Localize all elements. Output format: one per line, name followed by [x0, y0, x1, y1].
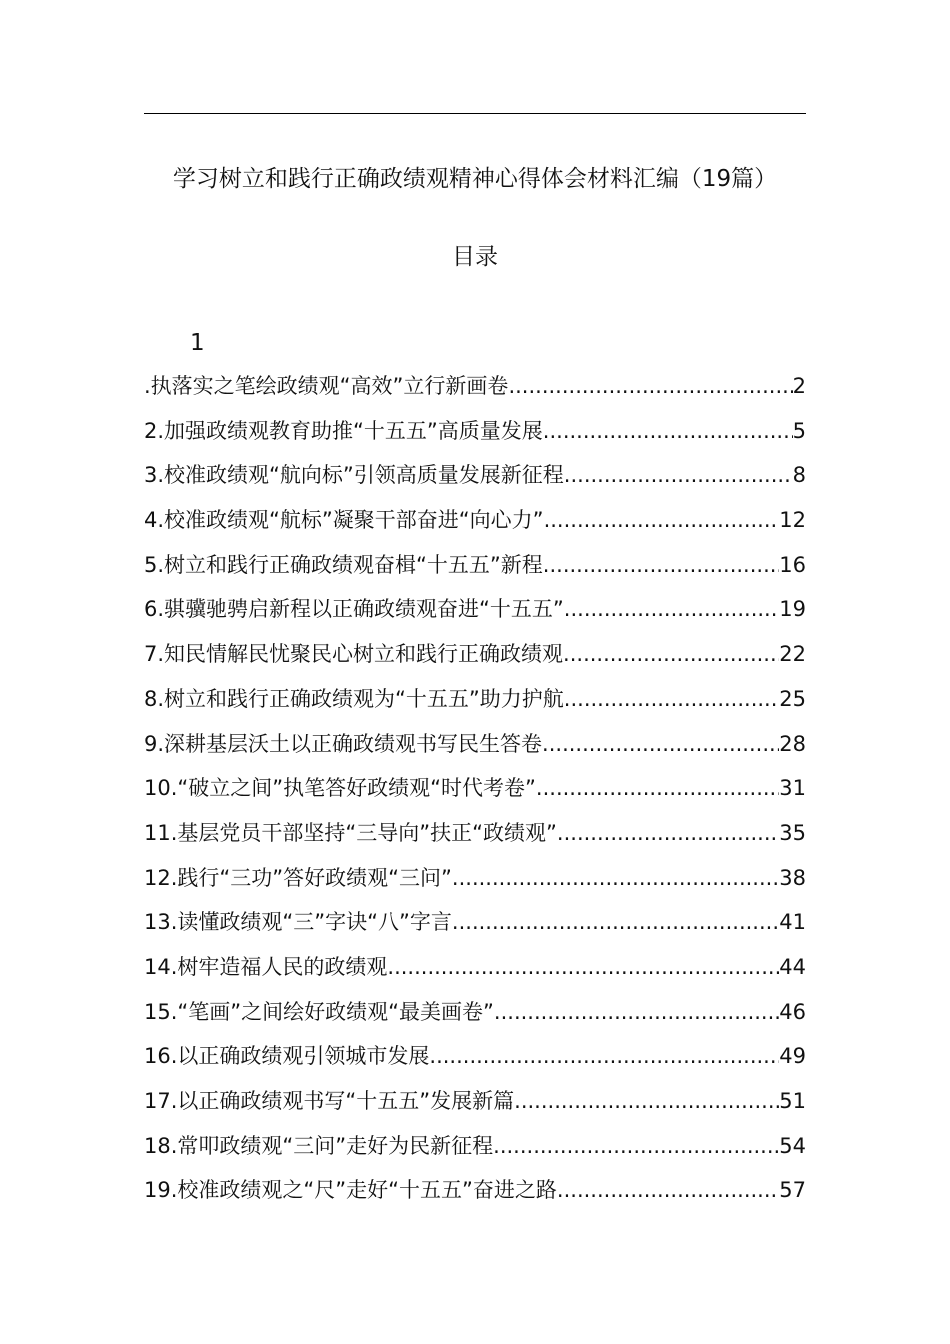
toc-entry-title: 12.践行“三功”答好政绩观“三问”	[144, 865, 452, 890]
toc-dot-leader	[493, 1128, 779, 1164]
toc-dot-leader	[542, 726, 779, 762]
toc-entry-title: 3.校准政绩观“航向标”引领高质量发展新征程	[144, 463, 564, 488]
toc-entry-9[interactable]	[144, 726, 806, 771]
toc-heading: 目录	[452, 244, 498, 270]
toc-entry-title: 13.读懂政绩观“三”字诀“八”字言	[144, 910, 452, 935]
toc-dot-leader	[387, 949, 779, 985]
toc-entry-title: 17.以正确政绩观书写“十五五”发展新篇	[144, 1089, 515, 1113]
table-of-contents	[144, 368, 806, 1217]
toc-dot-leader	[543, 413, 793, 449]
toc-entry-title: .执落实之笔绘政绩观“高效”立行新画卷	[144, 374, 509, 398]
toc-entry-6[interactable]	[144, 591, 806, 636]
toc-entry-10[interactable]	[144, 770, 806, 815]
toc-entry-page: 5	[792, 418, 806, 443]
toc-entry-page: 44	[779, 954, 806, 979]
toc-dot-leader	[564, 591, 779, 627]
toc-entry-16[interactable]	[144, 1038, 806, 1083]
toc-dot-leader	[557, 1172, 779, 1208]
toc-entry-page: 54	[779, 1133, 806, 1158]
toc-entry-title: 7.知民情解民忧聚民心树立和践行正确政绩观	[144, 642, 564, 667]
toc-dot-leader	[429, 1038, 779, 1074]
toc-entry-page: 57	[779, 1178, 806, 1203]
toc-entry-19[interactable]	[144, 1172, 806, 1217]
toc-entry-17[interactable]	[144, 1083, 806, 1128]
toc-entry-title: 5.树立和践行正确政绩观奋楫“十五五”新程	[144, 552, 543, 577]
toc-dot-leader	[536, 770, 779, 806]
toc-entry-2[interactable]	[144, 413, 806, 458]
toc-entry-page: 8	[792, 463, 806, 488]
toc-entry-page: 35	[779, 820, 806, 845]
toc-entry-1[interactable]	[144, 368, 806, 413]
toc-entry-page: 41	[779, 910, 806, 935]
toc-entry-title: 15.“笔画”之间绘好政绩观“最美画卷”	[144, 999, 494, 1024]
toc-entry-14[interactable]	[144, 949, 806, 994]
toc-entry-8[interactable]	[144, 681, 806, 726]
toc-entry-page: 16	[779, 552, 806, 577]
toc-entry-page: 19	[779, 597, 806, 622]
toc-dot-leader	[543, 547, 779, 583]
toc-entry-page: 28	[779, 731, 806, 756]
toc-entry-title: 4.校准政绩观“航标”凝聚干部奋进“向心力”	[144, 508, 544, 533]
toc-entry-title: 16.以正确政绩观引领城市发展	[144, 1044, 430, 1069]
toc-dot-leader	[508, 368, 792, 404]
toc-entry-title: 11.基层党员干部坚持“三导向”扶正“政绩观”	[144, 820, 557, 845]
toc-entry-title: 19.校准政绩观之“尺”走好“十五五”奋进之路	[144, 1178, 557, 1203]
toc-entry-page: 38	[779, 865, 806, 890]
toc-dot-leader	[452, 860, 779, 896]
toc-dot-leader	[494, 994, 779, 1030]
toc-dot-leader	[514, 1083, 779, 1119]
toc-dot-leader	[544, 502, 780, 538]
toc-dot-leader	[564, 681, 779, 717]
toc-entry-title: 14.树牢造福人民的政绩观	[144, 954, 388, 979]
toc-entry-page: 2	[792, 374, 806, 398]
toc-entry-18[interactable]	[144, 1128, 806, 1173]
toc-entry-page: 46	[779, 999, 806, 1024]
toc-dot-leader	[564, 457, 793, 493]
toc-dot-leader	[557, 815, 779, 851]
toc-entry-title: 8.树立和践行正确政绩观为“十五五”助力护航	[144, 686, 564, 711]
toc-entry-11[interactable]	[144, 815, 806, 860]
toc-entry-13[interactable]	[144, 904, 806, 949]
toc-dot-leader	[563, 636, 779, 672]
toc-entry-12[interactable]	[144, 860, 806, 905]
page-marker: 1	[190, 330, 205, 356]
document-title: 学习树立和践行正确政绩观精神心得体会材料汇编（19篇）	[172, 166, 778, 192]
toc-entry-15[interactable]	[144, 994, 806, 1039]
toc-entry-title: 9.深耕基层沃土以正确政绩观书写民生答卷	[144, 731, 543, 756]
toc-entry-page: 31	[779, 776, 806, 801]
toc-entry-7[interactable]	[144, 636, 806, 681]
toc-entry-page: 22	[779, 642, 806, 667]
toc-entry-page: 51	[779, 1089, 806, 1113]
toc-entry-title: 6.骐骥驰骋启新程以正确政绩观奋进“十五五”	[144, 597, 564, 622]
toc-entry-4[interactable]	[144, 502, 806, 547]
toc-entry-page: 12	[779, 508, 806, 533]
toc-entry-page: 49	[779, 1044, 806, 1069]
toc-entry-title: 18.常叩政绩观“三问”走好为民新征程	[144, 1133, 494, 1158]
toc-entry-5[interactable]	[144, 547, 806, 592]
toc-entry-title: 2.加强政绩观教育助推“十五五”高质量发展	[144, 418, 543, 443]
toc-dot-leader	[452, 904, 779, 940]
toc-entry-title: 10.“破立之间”执笔答好政绩观“时代考卷”	[144, 776, 536, 801]
toc-entry-page: 25	[779, 686, 806, 711]
header-rule	[144, 113, 806, 114]
toc-entry-3[interactable]	[144, 457, 806, 502]
